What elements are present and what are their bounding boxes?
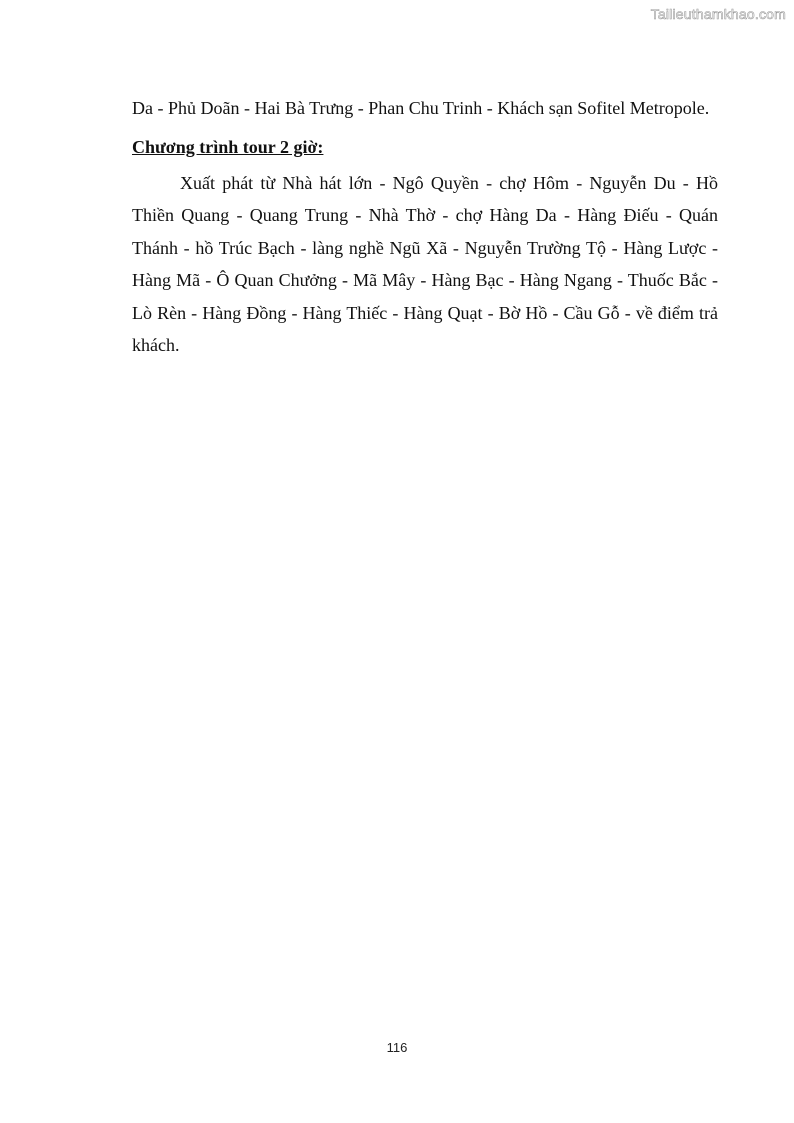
document-body — [132, 92, 718, 362]
page-number: 116 — [386, 1040, 408, 1055]
continued-paragraph: Da - Phủ Doãn - Hai Bà Trưng - Phan Chu Trinh - Khách sạn Sofitel Metropole. — [132, 98, 710, 118]
tour-route-paragraph: Xuất phát từ Nhà hát lớn - Ngô Quyền - chợ Hôm - Nguyễn Du - Hồ Thiền Quang - Quang Trung - Nhà Thờ - chợ Hàng Da - Hàng Điếu - Quán Thánh - hồ Trúc Bạch - làng nghề Ngũ Xã - Nguyễn Trường Tộ - Hàng Lược - Hàng Mã - Ô Quan Chưởng - Mã Mây - Hàng Bạc - Hàng Ngang - Thuốc Bắc - Lò Rèn - Hàng Đồng - Hàng Thiếc - Hàng Quạt - Bờ Hồ - Cầu Gỗ - về điểm trả khách. — [132, 172, 718, 355]
watermark-text: Tailieuthamkhao.com — [650, 6, 786, 22]
section-heading: Chương trình tour 2 giờ: — [132, 136, 324, 157]
